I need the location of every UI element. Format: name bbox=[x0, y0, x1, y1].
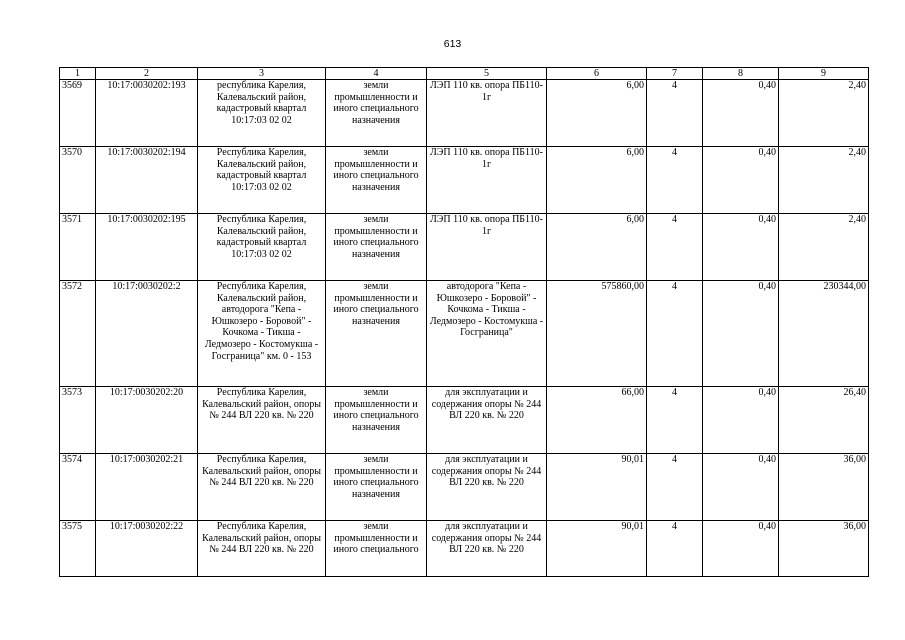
row-number: 3569 bbox=[60, 80, 96, 147]
land-category: земли промышленности и иного специального назначения bbox=[326, 281, 427, 387]
column-8-value: 0,40 bbox=[703, 147, 779, 214]
column-7-value: 4 bbox=[647, 281, 703, 387]
permitted-use: ЛЭП 110 кв. опора ПБ110-1г bbox=[427, 147, 547, 214]
plot-address: Республика Карелия, Калевальский район, опоры № 244 ВЛ 220 кв. № 220 bbox=[198, 521, 326, 577]
table-row bbox=[60, 147, 869, 214]
column-header: 6 bbox=[547, 68, 647, 80]
plot-address: республика Карелия, Калевальский район, кадастровый квартал 10:17:03 02 02 bbox=[198, 80, 326, 147]
table-row bbox=[60, 521, 869, 577]
column-9-value: 26,40 bbox=[779, 387, 869, 454]
land-category: земли промышленности и иного специального назначения bbox=[326, 454, 427, 521]
row-number: 3575 bbox=[60, 521, 96, 577]
cadastral-number: 10:17:0030202:21 bbox=[96, 454, 198, 521]
column-7-value: 4 bbox=[647, 454, 703, 521]
column-8-value: 0,40 bbox=[703, 80, 779, 147]
land-category: земли промышленности и иного специального назначения bbox=[326, 147, 427, 214]
permitted-use: автодорога "Кепа - Юшкозеро - Боровой" - Кочкома - Тикша - Ледмозеро - Костомукша - Госграница" bbox=[427, 281, 547, 387]
column-9-value: 2,40 bbox=[779, 214, 869, 281]
table-row bbox=[60, 454, 869, 521]
column-9-value: 230344,00 bbox=[779, 281, 869, 387]
column-header: 1 bbox=[60, 68, 96, 80]
column-7-value: 4 bbox=[647, 80, 703, 147]
column-8-value: 0,40 bbox=[703, 281, 779, 387]
header-row bbox=[60, 68, 869, 80]
plot-address: Республика Карелия, Калевальский район, опоры № 244 ВЛ 220 кв. № 220 bbox=[198, 387, 326, 454]
permitted-use: ЛЭП 110 кв. опора ПБ110-1г bbox=[427, 80, 547, 147]
permitted-use: для эксплуатации и содержания опоры № 244 ВЛ 220 кв. № 220 bbox=[427, 454, 547, 521]
cadastral-number: 10:17:0030202:195 bbox=[96, 214, 198, 281]
row-number: 3573 bbox=[60, 387, 96, 454]
plot-area: 90,01 bbox=[547, 521, 647, 577]
land-category: земли промышленности и иного специального назначения bbox=[326, 80, 427, 147]
plot-area: 6,00 bbox=[547, 80, 647, 147]
cadastral-number: 10:17:0030202:20 bbox=[96, 387, 198, 454]
table-row bbox=[60, 281, 869, 387]
column-header: 4 bbox=[326, 68, 427, 80]
column-8-value: 0,40 bbox=[703, 387, 779, 454]
permitted-use: для эксплуатации и содержания опоры № 244 ВЛ 220 кв. № 220 bbox=[427, 387, 547, 454]
column-8-value: 0,40 bbox=[703, 521, 779, 577]
column-header: 8 bbox=[703, 68, 779, 80]
plot-area: 90,01 bbox=[547, 454, 647, 521]
column-7-value: 4 bbox=[647, 147, 703, 214]
cadastral-number: 10:17:0030202:193 bbox=[96, 80, 198, 147]
column-9-value: 2,40 bbox=[779, 147, 869, 214]
cadastral-number: 10:17:0030202:194 bbox=[96, 147, 198, 214]
table-row bbox=[60, 80, 869, 147]
permitted-use: ЛЭП 110 кв. опора ПБ110-1г bbox=[427, 214, 547, 281]
land-category: земли промышленности и иного специального назначения bbox=[326, 387, 427, 454]
land-category: земли промышленности и иного специального bbox=[326, 521, 427, 577]
plot-address: Республика Карелия, Калевальский район, кадастровый квартал 10:17:03 02 02 bbox=[198, 147, 326, 214]
column-7-value: 4 bbox=[647, 387, 703, 454]
table-row bbox=[60, 387, 869, 454]
column-7-value: 4 bbox=[647, 521, 703, 577]
plot-area: 6,00 bbox=[547, 214, 647, 281]
plot-address: Республика Карелия, Калевальский район, кадастровый квартал 10:17:03 02 02 bbox=[198, 214, 326, 281]
column-9-value: 36,00 bbox=[779, 521, 869, 577]
row-number: 3571 bbox=[60, 214, 96, 281]
row-number: 3570 bbox=[60, 147, 96, 214]
plot-address: Республика Карелия, Калевальский район, автодорога "Кепа - Юшкозеро - Боровой" - Кочкома - Тикша - Ледмозеро - Костомукша - Госграница" км. 0 - 153 bbox=[198, 281, 326, 387]
column-header: 9 bbox=[779, 68, 869, 80]
column-8-value: 0,40 bbox=[703, 454, 779, 521]
plot-area: 6,00 bbox=[547, 147, 647, 214]
column-9-value: 2,40 bbox=[779, 80, 869, 147]
column-header: 2 bbox=[96, 68, 198, 80]
column-header: 3 bbox=[198, 68, 326, 80]
cadastral-number: 10:17:0030202:22 bbox=[96, 521, 198, 577]
page-number: 613 bbox=[443, 38, 462, 50]
column-7-value: 4 bbox=[647, 214, 703, 281]
column-9-value: 36,00 bbox=[779, 454, 869, 521]
land-plot-table bbox=[59, 67, 869, 577]
table-row bbox=[60, 214, 869, 281]
column-header: 7 bbox=[647, 68, 703, 80]
plot-address: Республика Карелия, Калевальский район, опоры № 244 ВЛ 220 кв. № 220 bbox=[198, 454, 326, 521]
cadastral-number: 10:17:0030202:2 bbox=[96, 281, 198, 387]
column-8-value: 0,40 bbox=[703, 214, 779, 281]
plot-area: 66,00 bbox=[547, 387, 647, 454]
column-header: 5 bbox=[427, 68, 547, 80]
row-number: 3574 bbox=[60, 454, 96, 521]
land-category: земли промышленности и иного специального назначения bbox=[326, 214, 427, 281]
row-number: 3572 bbox=[60, 281, 96, 387]
plot-area: 575860,00 bbox=[547, 281, 647, 387]
permitted-use: для эксплуатации и содержания опоры № 244 ВЛ 220 кв. № 220 bbox=[427, 521, 547, 577]
